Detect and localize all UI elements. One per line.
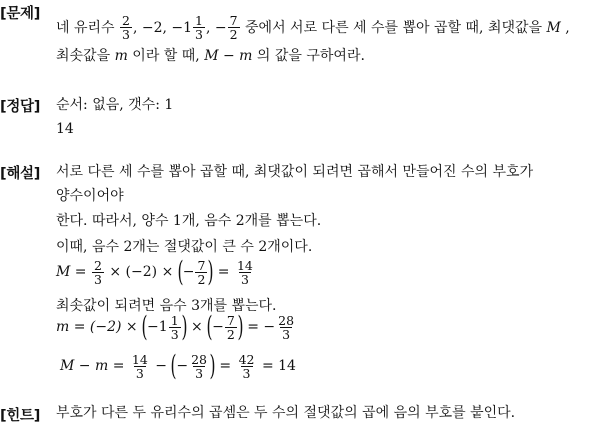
equation-text: M − m = (60, 358, 125, 374)
problem-text: , −2, −1 (132, 19, 193, 36)
fraction: $\frac{7}{2}$ (197, 257, 206, 287)
fraction: $\frac{14}{3}$ (236, 257, 253, 287)
problem-text: 의 값을 구하여라. (256, 48, 365, 64)
fraction: $\frac{1}{3}$ (195, 13, 203, 42)
problem-text: 이라 할 때, (132, 48, 200, 64)
answer-tag: [정답] (0, 99, 41, 115)
equation-max: M = $\frac{2}{3}$ × (−2) × ( − $\frac{7}{2}$ ) = $\frac{14}{3}$ (56, 255, 253, 288)
problem-line-2 (56, 47, 365, 65)
equation-min: m = (−2) × ( −1 $\frac{1}{3}$ ) × ( − $\frac{7}{2}$ ) = − $\frac{28}{3}$ (56, 310, 295, 343)
equation-text: − (176, 358, 189, 374)
hint-text: 부호가 다른 두 유리수의 곱셈은 두 수의 절댓값의 곱에 음의 부호를 붙인다. (56, 405, 516, 421)
equation-text: m = (−2) × (56, 319, 138, 335)
fraction: $\frac{2}{3}$ (93, 257, 102, 287)
fraction: $\frac{7}{2}$ (226, 312, 235, 342)
fraction: $\frac{7}{2}$ (229, 13, 238, 42)
fraction: $\frac{2}{3}$ (122, 13, 130, 42)
variable-M: M (546, 19, 561, 36)
variable-m: m (114, 48, 128, 64)
explanation-line: 이때, 음수 2개는 절댓값이 큰 수 2개이다. (56, 239, 313, 255)
fraction: $\frac{28}{3}$ (191, 351, 207, 381)
fraction: $\frac{28}{3}$ (278, 312, 295, 342)
fraction: $\frac{42}{3}$ (238, 351, 255, 381)
problem-text: , (565, 19, 570, 36)
expression: M − m (204, 48, 253, 64)
problem-text: 중에서 서로 다른 세 수를 뽑아 곱할 때, 최댓값을 (245, 19, 543, 36)
equation-text: − (182, 264, 195, 280)
fraction: $\frac{1}{3}$ (170, 312, 179, 342)
equation-text: × (191, 319, 203, 335)
equation-text: M = (56, 264, 87, 280)
equation-text: = − (247, 319, 276, 335)
explanation-line: 서로 다른 세 수를 뽑아 곱할 때, 최댓값이 되려면 곱해서 만들어진 수의 부호가 (56, 164, 534, 180)
problem-text: 최솟값을 (56, 48, 111, 64)
equation-difference: M − m = $\frac{14}{3}$ − ( − $\frac{28}{3}$ ) = $\frac{42}{3}$ = 14 (60, 349, 296, 382)
problem-text: 네 유리수 (56, 19, 115, 36)
explanation-line: 양수이어야 (56, 188, 124, 204)
equation-text: − (155, 358, 167, 374)
explanation-line: 한다. 따라서, 양수 1개, 음수 2개를 뽑는다. (56, 213, 322, 229)
equation-text: −1 (147, 319, 168, 335)
problem-text: , − (205, 19, 227, 36)
explanation-tag: [해설] (0, 166, 41, 182)
explanation-line: 최솟값이 되려면 음수 3개를 뽑는다. (56, 298, 277, 314)
answer-line-1: 순서: 없음, 갯수: 1 (56, 97, 174, 113)
equation-text: × (−2) × (109, 264, 174, 280)
problem-tag: [문제] (0, 6, 41, 22)
problem-line-1 (56, 14, 570, 41)
equation-text: = (219, 358, 232, 374)
equation-text: = 14 (261, 358, 296, 374)
equation-text: = (217, 264, 230, 280)
hint-tag: [힌트] (0, 408, 41, 424)
fraction: $\frac{14}{3}$ (131, 351, 148, 381)
answer-value: 14 (56, 121, 74, 137)
equation-text: − (212, 319, 224, 335)
